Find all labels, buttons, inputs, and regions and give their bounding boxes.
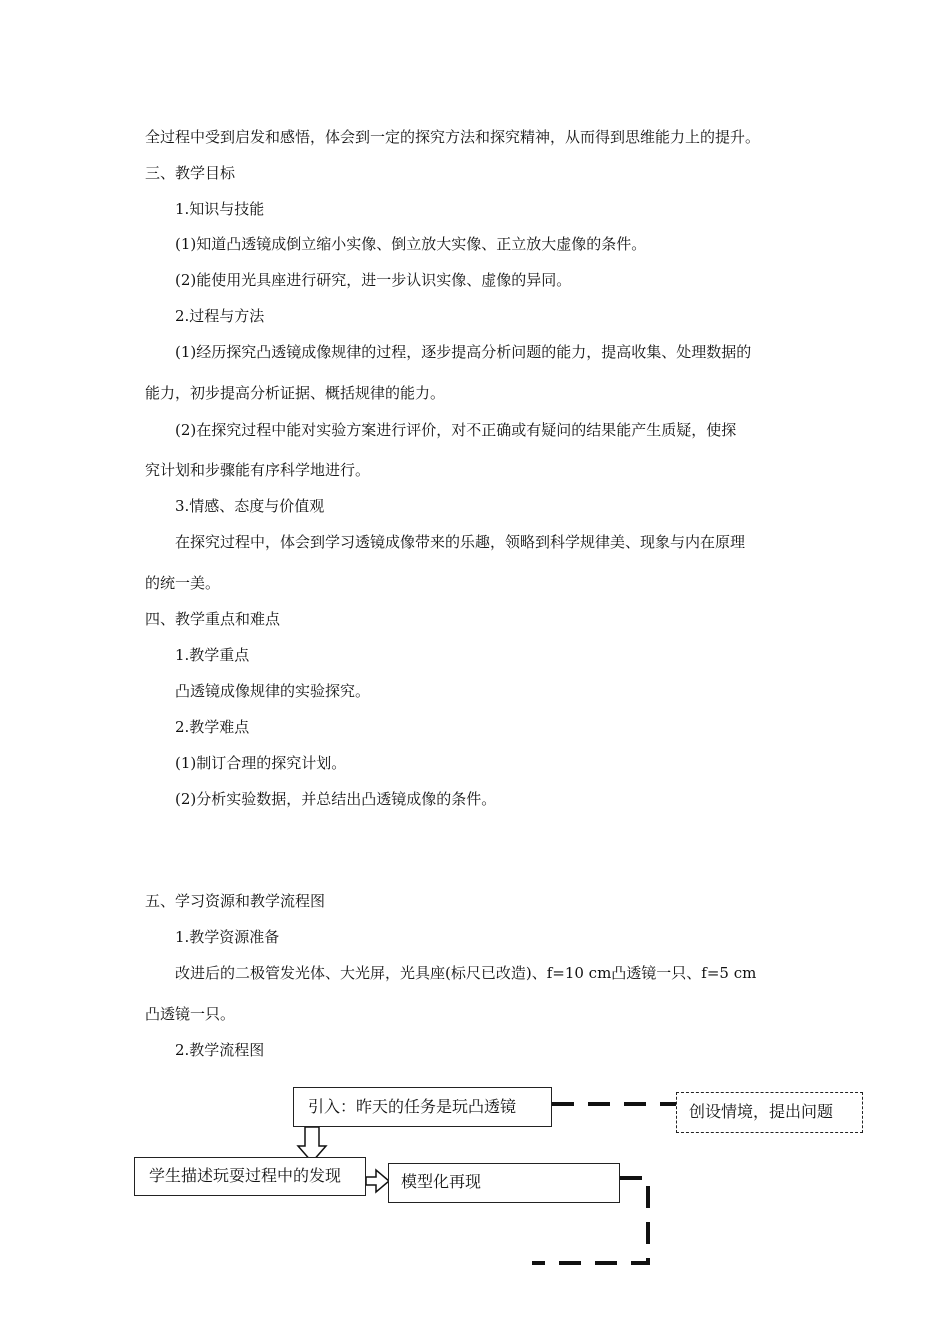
- subsection-heading: 2.教学难点: [175, 718, 250, 736]
- subsection-heading: 2.过程与方法: [175, 307, 265, 325]
- list-item: (2)分析实验数据，并总结出凸透镜成像的条件。: [175, 790, 497, 808]
- flow-box-intro-label: 引入：昨天的任务是玩凸透镜: [308, 1097, 517, 1116]
- list-item: (1)经历探究凸透镜成像规律的过程，逐步提高分析问题的能力，提高收集、处理数据的: [175, 343, 752, 361]
- list-item: (2)在探究过程中能对实验方案进行评价，对不正确或有疑问的结果能产生质疑，使探: [175, 421, 737, 439]
- list-item: (1)知道凸透镜成倒立缩小实像、倒立放大实像、正立放大虚像的条件。: [175, 235, 647, 253]
- paragraph-line: 凸透镜成像规律的实验探究。: [175, 682, 371, 700]
- section-heading: 五、学习资源和教学流程图: [145, 892, 326, 910]
- right-arrow-icon: [366, 1170, 389, 1192]
- flow-box-situation: [676, 1092, 863, 1133]
- flow-box-intro: [293, 1087, 552, 1127]
- flow-box-situation-label: 创设情境，提出问题: [689, 1102, 834, 1121]
- section-heading: 三、教学目标: [145, 164, 236, 182]
- flow-box-model-label: 模型化再现: [401, 1172, 482, 1191]
- subsection-heading: 3.情感、态度与价值观: [175, 497, 325, 515]
- section-heading: 四、教学重点和难点: [145, 610, 281, 628]
- paragraph-line: 在探究过程中，体会到学习透镜成像带来的乐趣，领略到科学规律美、现象与内在原理: [175, 533, 746, 551]
- subsection-heading: 1.知识与技能: [175, 200, 265, 218]
- subsection-heading: 1.教学重点: [175, 646, 250, 664]
- subsection-heading: 2.教学流程图: [175, 1041, 265, 1059]
- paragraph-line: 全过程中受到启发和感悟，体会到一定的探究方法和探究精神，从而得到思维能力上的提升。: [145, 128, 761, 146]
- paragraph-line: 凸透镜一只。: [145, 1005, 236, 1023]
- paragraph-line: 改进后的二极管发光体、大光屏，光具座(标尺已改造)、f=10 cm凸透镜一只、f=5 cm: [175, 964, 757, 982]
- list-item: (2)能使用光具座进行研究，进一步认识实像、虚像的异同。: [175, 271, 572, 289]
- paragraph-line: 能力，初步提高分析证据、概括规律的能力。: [145, 384, 446, 402]
- flow-box-describe-label: 学生描述玩耍过程中的发现: [149, 1166, 342, 1185]
- flow-box-describe: [134, 1157, 366, 1196]
- list-item: (1)制订合理的探究计划。: [175, 754, 347, 772]
- paragraph-line: 的统一美。: [145, 574, 221, 592]
- paragraph-line: 究计划和步骤能有序科学地进行。: [145, 461, 371, 479]
- flow-box-model: [388, 1163, 620, 1203]
- subsection-heading: 1.教学资源准备: [175, 928, 280, 946]
